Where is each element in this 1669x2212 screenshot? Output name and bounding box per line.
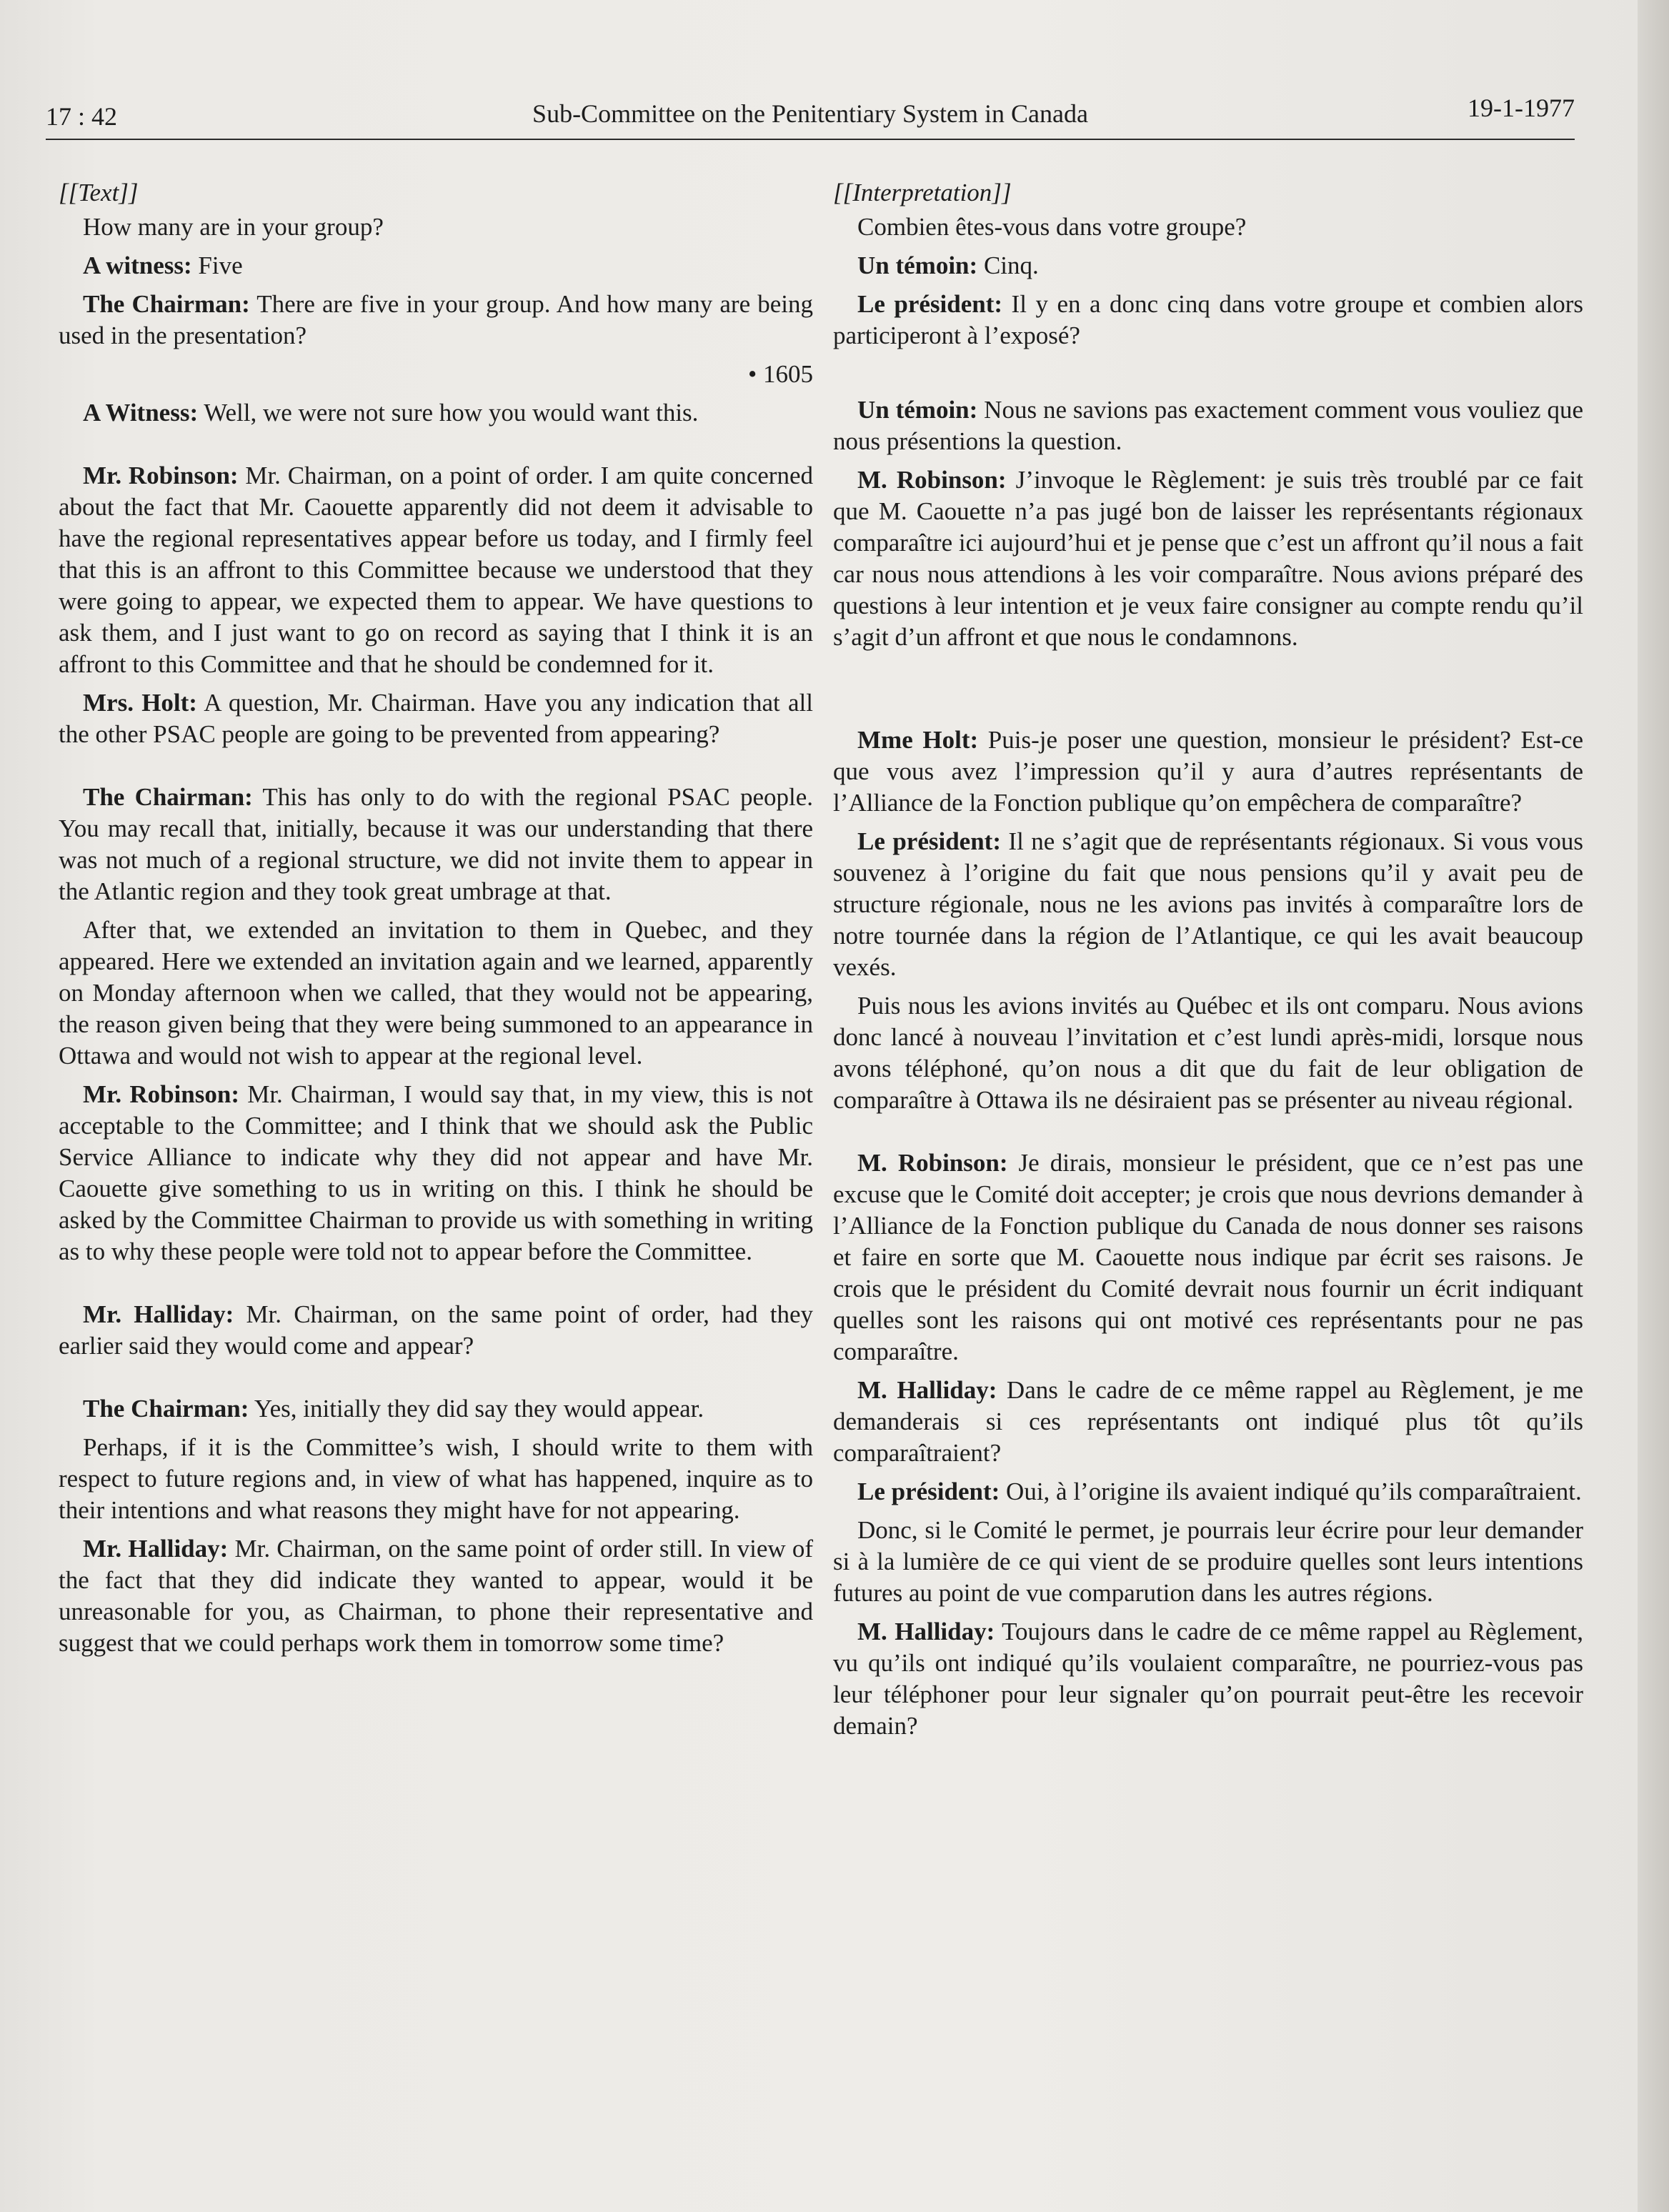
paragraph-text: After that, we extended an invitation to them in Quebec, and they appeared. Here we extended an invitation again and we learned, apparently on Monday afternoon when we called, that they would not be appearing, the reason given being that they were being summoned to an appearance in Ottawa and would not wish to appear at the regional level.: [59, 916, 813, 1070]
speaker-name: Mme Holt:: [857, 726, 979, 754]
page-header: [46, 94, 1575, 140]
paragraph-text: There are five in your group. And how many are being used in the presentation?: [59, 290, 813, 349]
paragraph: [59, 1299, 813, 1362]
paragraph-text: Je dirais, monsieur le président, que ce n’est pas une excuse que le Comité doit accepter; je crois que nous devrions demander à l’Alliance de la Fonction publique du Canada de nous donner ses raisons et faire en sorte que M. Caouette nous indique par écrit ses raisons. Je crois que le président du Comité devrait nous fournir un écrit indiquant quelles sont les raisons qui ont motivé ces représentants pour ne pas comparaître.: [833, 1149, 1583, 1365]
speaker-name: The Chairman:: [83, 1395, 249, 1423]
paragraph: [59, 1079, 813, 1267]
speaker-name: The Chairman:: [83, 290, 250, 318]
paragraph: [59, 1393, 813, 1425]
section-label-text: [[Interpretation]]: [833, 179, 1012, 206]
speaker-name: M. Halliday:: [857, 1376, 997, 1404]
french-column: [833, 177, 1583, 1749]
paragraph-text: Mr. Chairman, I would say that, in my view, this is not acceptable to the Committee; and I think that we should ask the Public Service Alliance to indicate why they did not appear and have Mr. Caouette give something to us in writing on this. I think he should be asked by the Committee Chairman to provide us with something in writing as to why these people were told not to appear before the Committee.: [59, 1080, 813, 1265]
paragraph-text: Well, we were not sure how you would want this.: [198, 399, 699, 427]
paragraph: [59, 915, 813, 1072]
paragraph-text: This has only to do with the regional PSAC people. You may recall that, initially, because it was our understanding that there was not much of a regional structure, we did not invite them to appear in the Atlantic region and they took great umbrage at that.: [59, 783, 813, 905]
paragraph: [59, 250, 813, 282]
page-date: 19-1-1977: [1468, 94, 1575, 122]
paragraph-text: Toujours dans le cadre de ce même rappel au Règlement, vu qu’ils ont indiqué qu’ils voulaient comparaître, ne pourriez-vous pas leur téléphoner pour leur signaler qu’on pourrait peut-être les recevoir demain?: [833, 1618, 1583, 1740]
time-mark: • 1605: [747, 360, 813, 388]
paragraph-text: Combien êtes-vous dans votre groupe?: [857, 213, 1247, 241]
section-label: [Text]: [68, 179, 129, 206]
paragraph-text: A question, Mr. Chairman. Have you any indication that all the other PSAC people are going to be prevented from appearing?: [59, 689, 813, 748]
paragraph-text: How many are in your group?: [83, 213, 384, 241]
paragraph: [833, 464, 1583, 653]
speaker-name: Mr. Robinson:: [83, 1080, 239, 1108]
paragraph: [833, 1616, 1583, 1742]
paragraph-text: Il ne s’agit que de représentants régionaux. Si vous vous souvenez à l’origine du fait que nous pensions qu’il y avait peu de structure régionale, nous ne les avions pas invités à comparaître lors de notre tournée dans la région de l’Atlantique, ce qui les avait beaucoup vexés.: [833, 827, 1583, 981]
paragraph-text: Perhaps, if it is the Committee’s wish, I should write to them with respect to future regions and, in view of what has happened, inquire as to their intentions and what reasons they might have for not appearing.: [59, 1433, 813, 1524]
paragraph: [59, 782, 813, 907]
paragraph: [833, 250, 1583, 282]
paragraph: [59, 1533, 813, 1659]
paragraph-text: Cinq.: [977, 251, 1039, 279]
paragraph: [833, 1476, 1583, 1508]
speaker-name: M. Robinson:: [857, 1149, 1008, 1177]
paragraph-text: Mr. Chairman, on the same point of order still. In view of the fact that they did indicate they wanted to appear, would it be unreasonable for you, as Chairman, to phone their representative and suggest that we could perhaps work them in tomorrow some time?: [59, 1535, 814, 1657]
speaker-name: Un témoin:: [857, 251, 978, 279]
paragraph-text: Puis-je poser une question, monsieur le président? Est-ce que vous avez l’impression qu’il y aura d’autres représentants de l’Alliance de la Fonction publique qu’on empêchera de comparaître?: [833, 726, 1584, 817]
paragraph: [833, 1147, 1583, 1367]
paragraph: [833, 1515, 1583, 1609]
paragraph-text: Mr. Chairman, on the same point of order, had they earlier said they would come and appear?: [59, 1300, 813, 1360]
paragraph: [59, 1432, 813, 1526]
paragraph-text: Yes, initially they did say they would appear.: [249, 1395, 704, 1423]
speaker-name: A Witness:: [83, 399, 199, 427]
paragraph: [833, 826, 1583, 983]
paragraph: [833, 724, 1583, 819]
section-label: [Interpretation]: [842, 179, 1002, 206]
speaker-name: Mr. Robinson:: [83, 462, 239, 489]
paragraph-text: Donc, si le Comité le permet, je pourrais leur écrire pour leur demander si à la lumière de ce qui vient de se produire quelles sont leurs intentions futures au point de vue comparution dans les autres régions.: [833, 1516, 1583, 1607]
speaker-name: The Chairman:: [83, 783, 253, 811]
paragraph: [59, 289, 813, 352]
paragraph: [59, 460, 813, 680]
speaker-name: Un témoin:: [857, 396, 978, 424]
paragraph-text: Il y en a donc cinq dans votre groupe et combien alors participeront à l’exposé?: [833, 290, 1583, 349]
paragraph: [833, 394, 1583, 457]
speaker-name: Le président:: [857, 1478, 1000, 1505]
section-label-text: [[Text]]: [59, 179, 139, 206]
paragraph-text: Five: [191, 251, 243, 279]
paragraph-text: Mr. Chairman, on a point of order. I am quite concerned about the fact that Mr. Caouette apparently did not deem it advisable to have the regional representatives appear before us today, and I firmly feel that this is an affront to this Committee because we understood that they were going to appear, we expected them to appear. We have questions to ask them, and I just want to go on record as saying that I think it is an affront to this Committee and that he should be condemned for it.: [59, 462, 813, 678]
page-number: 17 : 42: [46, 102, 118, 131]
speaker-name: M. Robinson:: [857, 466, 1007, 494]
paragraph-text: Dans le cadre de ce même rappel au Règlement, je me demanderais si ces représentants ont indiqué plus tôt qu’ils comparaîtraient?: [833, 1376, 1583, 1467]
english-column: [59, 177, 813, 1666]
speaker-name: Le président:: [857, 290, 1003, 318]
paragraph: [59, 397, 813, 429]
paragraph: [833, 990, 1583, 1116]
paragraph: [59, 211, 813, 243]
paragraph-text: Puis nous les avions invités au Québec et ils ont comparu. Nous avions donc lancé à nouveau l’invitation et c’est lundi après-midi, lorsque nous avons téléphoné, qu’on nous a dit que du fait de leur obligation de comparaître à Ottawa ils ne désiraient pas se présenter au niveau régional.: [833, 992, 1583, 1114]
paragraph: [833, 211, 1583, 243]
paragraph-text: Oui, à l’origine ils avaient indiqué qu’ils comparaîtraient.: [1000, 1478, 1582, 1505]
speaker-name: Mrs. Holt:: [83, 689, 197, 717]
running-title: Sub-Committee on the Penitentiary System in Canada: [532, 99, 1088, 128]
speaker-name: M. Halliday:: [857, 1618, 995, 1645]
speaker-name: Le président:: [857, 827, 1001, 855]
paragraph: [833, 289, 1583, 352]
speaker-name: A witness:: [83, 251, 192, 279]
page-edge: [1638, 0, 1669, 2212]
paragraph-text: Nous ne savions pas exactement comment vous vouliez que nous présentions la question.: [833, 396, 1583, 455]
speaker-name: Mr. Halliday:: [83, 1300, 234, 1328]
paragraph: [59, 687, 813, 750]
speaker-name: Mr. Halliday:: [83, 1535, 229, 1563]
paragraph: [833, 1375, 1583, 1469]
paragraph-text: J’invoque le Règlement: je suis très troublé par ce fait que M. Caouette n’a pas jugé bon de laisser les représentants régionaux comparaître ici aujourd’hui et je pense que c’est un affront qu’il nous a fait car nous nous attendions à les voir comparaître. Nous avions préparé des questions à leur intention et je veux faire consigner au compte rendu qu’il s’agit d’un affront et que nous le condamnons.: [833, 466, 1583, 651]
